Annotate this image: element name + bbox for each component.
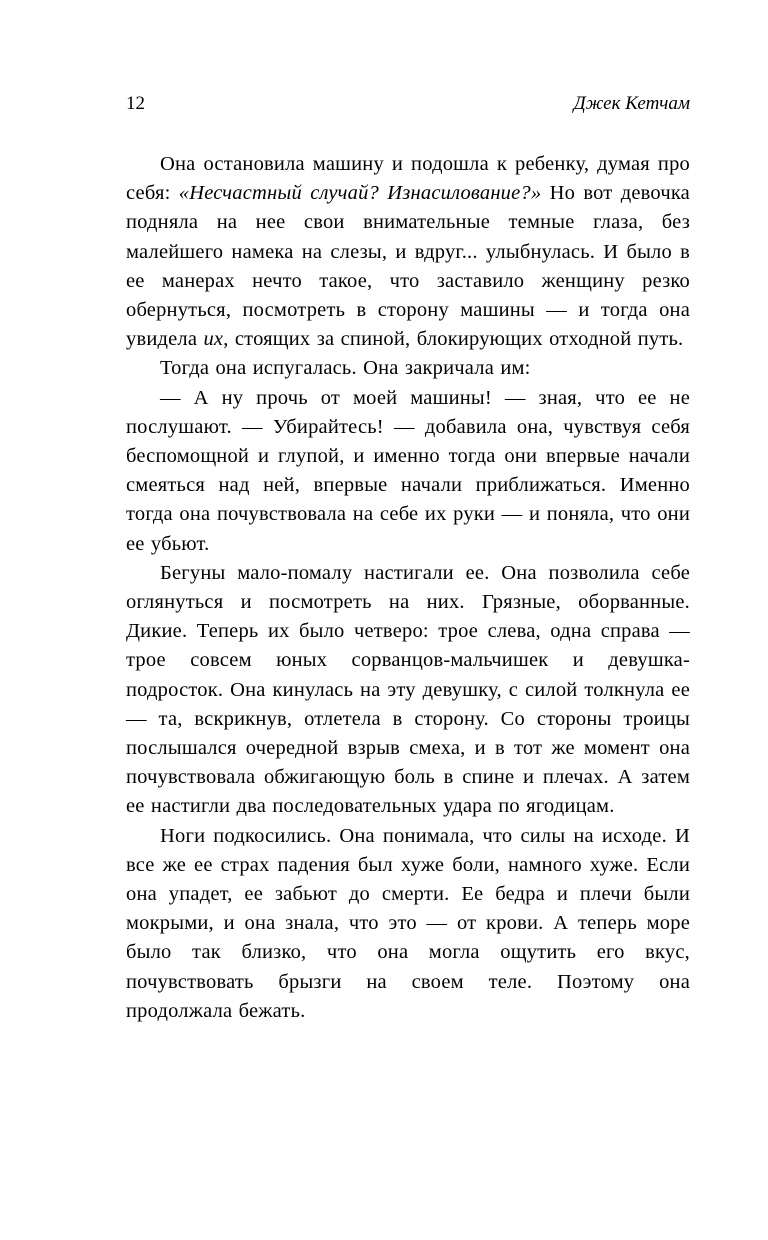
paragraph-run: , стоящих за спиной, блокирующих отходной путь. — [223, 328, 684, 351]
paragraph-run: Но вот девочка подняла на нее свои внимательные темные глаза, без малейшего намека на слезы, и вдруг... улыбнулась. И было в ее манерах нечто такое, что заставило женщину резко обернуться, посмотреть в сторону машины — и тогда она увидела — [126, 182, 690, 351]
paragraph-run-italic: их — [203, 328, 224, 351]
paragraph-run: Она остановила машину и подошла к ребенку, думая про себя: — [126, 153, 690, 205]
paragraph — [126, 384, 690, 559]
page-number: 12 — [126, 93, 145, 114]
paragraph-run-italic: «Несчастный случай? Изнасилование?» — [178, 182, 542, 205]
paragraph-run: Тогда она испугалась. Она закричала им: — [160, 357, 531, 380]
paragraph — [126, 822, 690, 1026]
paragraph-run: — А ну прочь от моей машины! — зная, что ее не послушают. — Убирайтесь! — добавила она, чувствуя себя беспомощной и глупой, и именно тогда они впервые начали смеяться над ней, впервые начали приближаться. Именно тогда она почувствовала на себе их руки — и поняла, что они ее убьют. — [126, 386, 690, 555]
paragraph — [126, 354, 690, 383]
paragraph — [126, 559, 690, 822]
running-head — [126, 92, 690, 116]
paragraph-run: Ноги подкосились. Она понимала, что силы на исходе. И все же ее страх падения был хуже боли, намного хуже. Если она упадет, ее забьют до смерти. Ее бедра и плечи были мокрыми, и она знала, что это — от крови. А теперь море было так близко, что она могла ощутить его вкус, почувствовать брызги на своем теле. Поэтому она продолжала бежать. — [126, 824, 690, 1022]
running-head-author: Джек Кетчам — [573, 93, 690, 114]
paragraph-run: Бегуны мало-помалу настигали ее. Она позволила себе оглянуться и посмотреть на них. Грязные, оборванные. Дикие. Теперь их было четверо: трое слева, одна справа — трое совсем юных сорванцов-мальчишек и девушка-подросток. Она кинулась на эту девушку, с силой толкнула ее — та, вскрикнув, отлетела в сторону. Со стороны троицы послышался очередной взрыв смеха, и в тот же момент она почувствовала обжигающую боль в спине и плечах. А затем ее настигли два последовательных удара по ягодицам. — [126, 561, 690, 818]
body-text — [126, 150, 690, 1026]
paragraph — [126, 150, 690, 354]
